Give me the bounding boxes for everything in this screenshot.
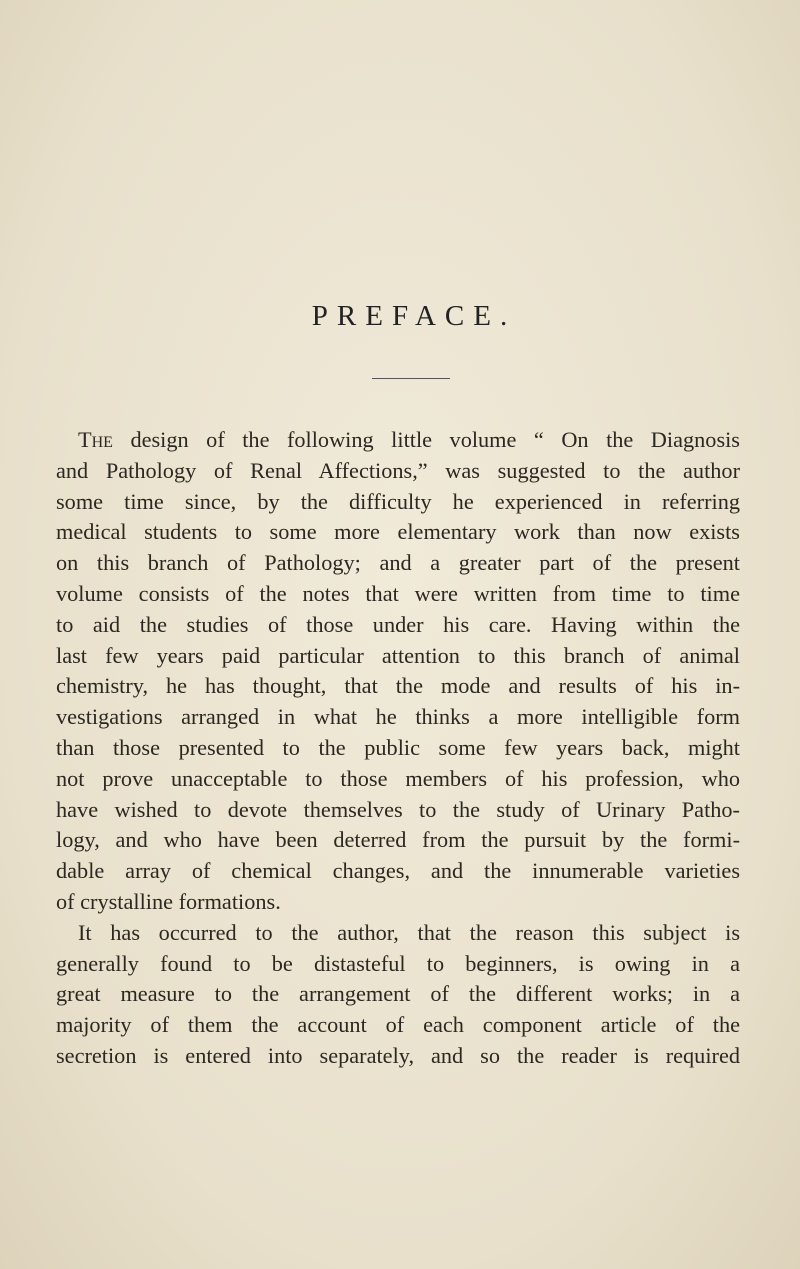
text-line: great measure to the arrangement of the different works; in a bbox=[56, 981, 740, 1007]
text-line: of crystalline formations. bbox=[56, 888, 281, 914]
text-line: chemistry, he has thought, that the mode and results of his in- bbox=[56, 673, 740, 699]
text-line: generally found to be distasteful to beginners, is owing in a bbox=[56, 950, 740, 976]
text-line: secretion is entered into separately, and so the reader is required bbox=[56, 1042, 740, 1068]
text-line: majority of them the account of each component article of the bbox=[56, 1012, 740, 1038]
title-divider bbox=[372, 378, 450, 379]
text-line: have wished to devote themselves to the study of Urinary Patho- bbox=[56, 796, 740, 822]
text-line: It has occurred to the author, that the reason this subject is bbox=[78, 919, 740, 945]
paragraph-1 bbox=[56, 425, 740, 918]
paragraph-2 bbox=[56, 918, 740, 1072]
text-line: some time since, by the difficulty he experienced in referring bbox=[56, 488, 740, 514]
text-line: medical students to some more elementary work than now exists bbox=[56, 519, 740, 545]
text-line: logy, and who have been deterred from the pursuit by the formi- bbox=[56, 827, 740, 853]
text-line bbox=[56, 425, 740, 456]
text-line: dable array of chemical changes, and the innumerable varieties bbox=[56, 858, 740, 884]
text-line-content: design of the following little volume “ On the Diagnosis bbox=[130, 427, 740, 452]
text-line: and Pathology of Renal Affections,” was suggested to the author bbox=[56, 457, 740, 483]
page-title: PREFACE. bbox=[311, 300, 517, 332]
text-line: volume consists of the notes that were written from time to time bbox=[56, 580, 740, 606]
preface-body bbox=[56, 425, 740, 1072]
opening-word: The bbox=[78, 427, 113, 452]
text-line: to aid the studies of those under his care. Having within the bbox=[56, 611, 740, 637]
text-line: not prove unacceptable to those members of his profession, who bbox=[56, 765, 740, 791]
text-line: vestigations arranged in what he thinks a more intelligible form bbox=[56, 704, 740, 730]
text-line: last few years paid particular attention to this branch of animal bbox=[56, 642, 740, 668]
text-line: than those presented to the public some few years back, might bbox=[56, 734, 740, 760]
text-line: on this branch of Pathology; and a greater part of the present bbox=[56, 550, 740, 576]
